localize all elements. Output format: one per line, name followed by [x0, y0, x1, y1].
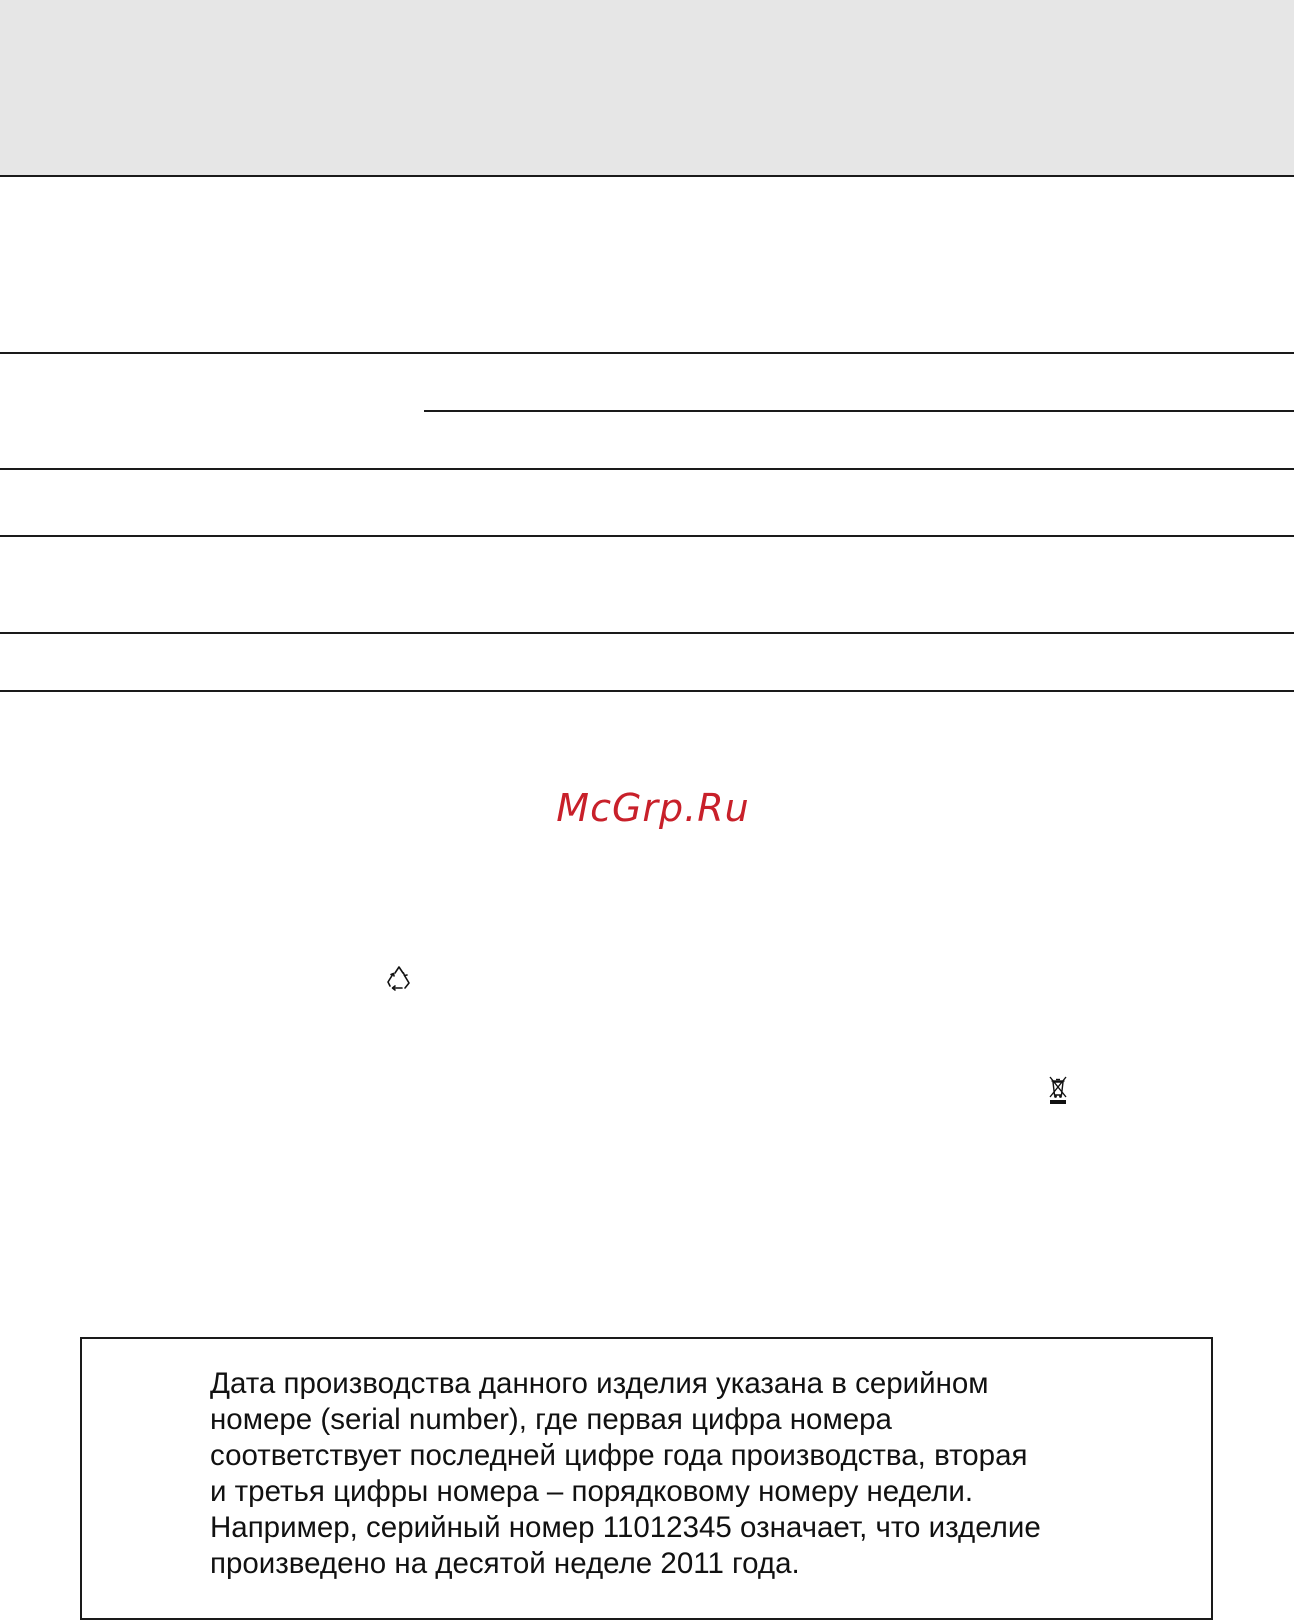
divider-line: [0, 690, 1294, 692]
divider-line: [0, 468, 1294, 470]
production-date-notice-text: Дата производства данного изделия указана в серийном номере (serial number), где первая цифра номера соответствует последней цифре года производства, вторая и третья цифры номера – порядковому номеру недели. Например, серийный номер 11012345 означает, что изделие произведено на десятой неделе 2011 года.: [210, 1367, 1041, 1580]
production-date-notice-box: [80, 1337, 1213, 1620]
divider-line: [0, 175, 1294, 177]
watermark-logo: McGrp.Ru: [556, 786, 750, 830]
divider-line: [0, 535, 1294, 537]
divider-line: [0, 352, 1294, 354]
crossed-out-bin-icon: [1046, 1073, 1070, 1107]
header-band: [0, 0, 1294, 175]
divider-line: [0, 632, 1294, 634]
divider-line-partial: [424, 410, 1294, 412]
recycle-icon: [384, 964, 414, 994]
